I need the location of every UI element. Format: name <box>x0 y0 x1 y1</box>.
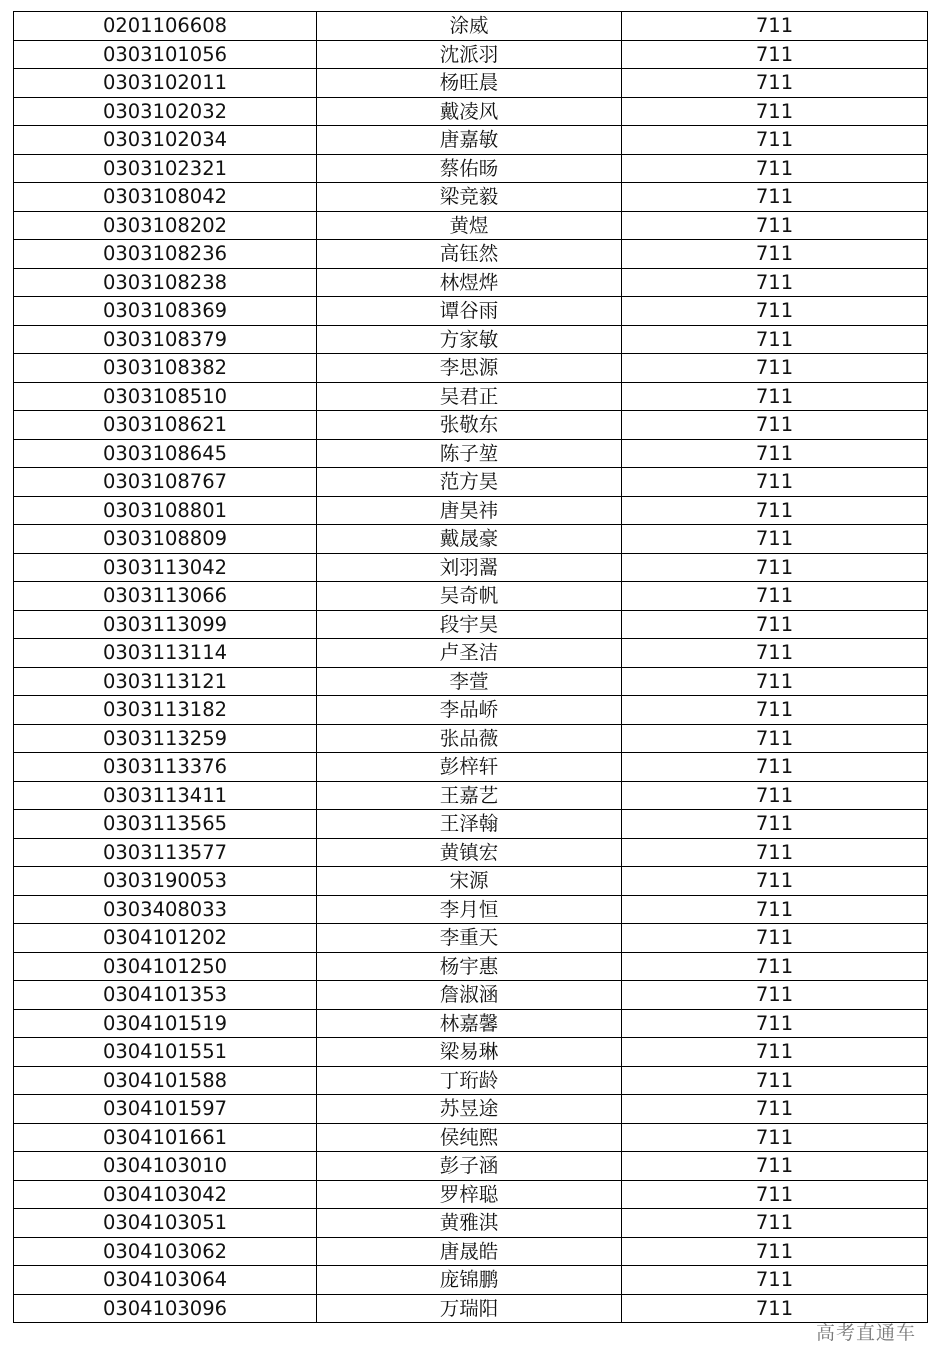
student-name-cell: 戴凌风 <box>317 97 622 126</box>
candidate-id-cell: 0303108621 <box>14 411 317 440</box>
student-name-cell: 张品薇 <box>317 724 622 753</box>
score-cell: 711 <box>622 468 928 497</box>
candidate-id-cell: 0303108801 <box>14 496 317 525</box>
candidate-id-cell: 0303108809 <box>14 525 317 554</box>
student-name-cell: 吴君正 <box>317 382 622 411</box>
score-cell: 711 <box>622 553 928 582</box>
score-cell: 711 <box>622 525 928 554</box>
score-cell: 711 <box>622 211 928 240</box>
table-row <box>14 781 928 810</box>
student-name-cell: 方家敏 <box>317 325 622 354</box>
score-cell: 711 <box>622 1266 928 1295</box>
score-cell: 711 <box>622 781 928 810</box>
table-row <box>14 297 928 326</box>
candidate-id-cell: 0303190053 <box>14 867 317 896</box>
table-row <box>14 525 928 554</box>
score-cell: 711 <box>622 183 928 212</box>
score-cell: 711 <box>622 1294 928 1323</box>
table-row <box>14 411 928 440</box>
candidate-id-cell: 0304101353 <box>14 981 317 1010</box>
score-cell: 711 <box>622 582 928 611</box>
table-row <box>14 354 928 383</box>
student-name-cell: 彭梓轩 <box>317 753 622 782</box>
student-name-cell: 梁易琳 <box>317 1038 622 1067</box>
candidate-id-cell: 0304103051 <box>14 1209 317 1238</box>
score-cell: 711 <box>622 867 928 896</box>
score-cell: 711 <box>622 297 928 326</box>
student-name-cell: 丁珩龄 <box>317 1066 622 1095</box>
candidate-id-cell: 0303113259 <box>14 724 317 753</box>
table-row <box>14 40 928 69</box>
student-name-cell: 黄镇宏 <box>317 838 622 867</box>
score-cell: 711 <box>622 1209 928 1238</box>
score-cell: 711 <box>622 496 928 525</box>
student-name-cell: 王泽翰 <box>317 810 622 839</box>
candidate-id-cell: 0303113114 <box>14 639 317 668</box>
table-row <box>14 325 928 354</box>
candidate-id-cell: 0303108379 <box>14 325 317 354</box>
candidate-id-cell: 0303108238 <box>14 268 317 297</box>
table-row <box>14 1266 928 1295</box>
candidate-id-cell: 0304101250 <box>14 952 317 981</box>
student-name-cell: 涂威 <box>317 12 622 41</box>
score-cell: 711 <box>622 1180 928 1209</box>
score-cell: 711 <box>622 1152 928 1181</box>
candidate-id-cell: 0304103042 <box>14 1180 317 1209</box>
student-name-cell: 苏昱途 <box>317 1095 622 1124</box>
table-row <box>14 1038 928 1067</box>
watermark-text: 高考直通车 <box>815 1322 916 1344</box>
student-name-cell: 宋源 <box>317 867 622 896</box>
candidate-id-cell: 0303408033 <box>14 895 317 924</box>
candidate-id-cell: 0303102321 <box>14 154 317 183</box>
score-cell: 711 <box>622 1038 928 1067</box>
student-name-cell: 唐嘉敏 <box>317 126 622 155</box>
table-row <box>14 981 928 1010</box>
candidate-id-cell: 0304101588 <box>14 1066 317 1095</box>
candidate-id-cell: 0304103064 <box>14 1266 317 1295</box>
student-name-cell: 李月恒 <box>317 895 622 924</box>
score-cell: 711 <box>622 325 928 354</box>
table-row <box>14 867 928 896</box>
candidate-id-cell: 0303108236 <box>14 240 317 269</box>
candidate-id-cell: 0303113411 <box>14 781 317 810</box>
student-name-cell: 陈子堃 <box>317 439 622 468</box>
score-cell: 711 <box>622 895 928 924</box>
score-cell: 711 <box>622 1066 928 1095</box>
student-name-cell: 林煜烨 <box>317 268 622 297</box>
table-row <box>14 1294 928 1323</box>
student-name-cell: 李萱 <box>317 667 622 696</box>
score-cell: 711 <box>622 639 928 668</box>
candidate-id-cell: 0303113066 <box>14 582 317 611</box>
score-cell: 711 <box>622 667 928 696</box>
score-table <box>13 11 928 1323</box>
score-cell: 711 <box>622 810 928 839</box>
table-row <box>14 12 928 41</box>
table-row <box>14 468 928 497</box>
candidate-id-cell: 0303108369 <box>14 297 317 326</box>
student-name-cell: 张敬东 <box>317 411 622 440</box>
student-name-cell: 王嘉艺 <box>317 781 622 810</box>
table-row <box>14 154 928 183</box>
table-row <box>14 439 928 468</box>
table-row <box>14 952 928 981</box>
score-cell: 711 <box>622 838 928 867</box>
student-name-cell: 吴奇帆 <box>317 582 622 611</box>
table-row <box>14 1209 928 1238</box>
student-name-cell: 刘羽翯 <box>317 553 622 582</box>
student-name-cell: 彭子涵 <box>317 1152 622 1181</box>
student-name-cell: 沈派羽 <box>317 40 622 69</box>
student-name-cell: 庞锦鹏 <box>317 1266 622 1295</box>
table-row <box>14 183 928 212</box>
score-cell: 711 <box>622 154 928 183</box>
candidate-id-cell: 0303108645 <box>14 439 317 468</box>
table-row <box>14 240 928 269</box>
score-cell: 711 <box>622 952 928 981</box>
candidate-id-cell: 0303113577 <box>14 838 317 867</box>
student-name-cell: 蔡佑旸 <box>317 154 622 183</box>
candidate-id-cell: 0303113042 <box>14 553 317 582</box>
table-row <box>14 1009 928 1038</box>
candidate-id-cell: 0304101597 <box>14 1095 317 1124</box>
score-cell: 711 <box>622 40 928 69</box>
student-name-cell: 詹淑涵 <box>317 981 622 1010</box>
score-cell: 711 <box>622 354 928 383</box>
table-row <box>14 97 928 126</box>
score-cell: 711 <box>622 268 928 297</box>
score-list-sheet <box>13 11 927 1323</box>
candidate-id-cell: 0303101056 <box>14 40 317 69</box>
student-name-cell: 梁竞毅 <box>317 183 622 212</box>
table-row <box>14 1066 928 1095</box>
table-row <box>14 1237 928 1266</box>
candidate-id-cell: 0303108510 <box>14 382 317 411</box>
student-name-cell: 李品峤 <box>317 696 622 725</box>
candidate-id-cell: 0303102032 <box>14 97 317 126</box>
score-cell: 711 <box>622 126 928 155</box>
table-row <box>14 553 928 582</box>
score-cell: 711 <box>622 1009 928 1038</box>
student-name-cell: 黄煜 <box>317 211 622 240</box>
student-name-cell: 唐晟皓 <box>317 1237 622 1266</box>
score-cell: 711 <box>622 382 928 411</box>
candidate-id-cell: 0303108042 <box>14 183 317 212</box>
table-row <box>14 696 928 725</box>
table-row <box>14 1180 928 1209</box>
table-row <box>14 610 928 639</box>
table-row <box>14 724 928 753</box>
table-row <box>14 211 928 240</box>
table-row <box>14 639 928 668</box>
student-name-cell: 范方昊 <box>317 468 622 497</box>
candidate-id-cell: 0303108382 <box>14 354 317 383</box>
candidate-id-cell: 0304103010 <box>14 1152 317 1181</box>
student-name-cell: 林嘉馨 <box>317 1009 622 1038</box>
student-name-cell: 杨宇惠 <box>317 952 622 981</box>
score-cell: 711 <box>622 240 928 269</box>
candidate-id-cell: 0303113182 <box>14 696 317 725</box>
student-name-cell: 杨旺晨 <box>317 69 622 98</box>
student-name-cell: 高钰然 <box>317 240 622 269</box>
table-row <box>14 1152 928 1181</box>
score-cell: 711 <box>622 696 928 725</box>
candidate-id-cell: 0303113565 <box>14 810 317 839</box>
candidate-id-cell: 0304103096 <box>14 1294 317 1323</box>
student-name-cell: 戴晟豪 <box>317 525 622 554</box>
candidate-id-cell: 0303102011 <box>14 69 317 98</box>
score-cell: 711 <box>622 981 928 1010</box>
candidate-id-cell: 0201106608 <box>14 12 317 41</box>
table-row <box>14 1095 928 1124</box>
candidate-id-cell: 0304101551 <box>14 1038 317 1067</box>
table-row <box>14 382 928 411</box>
score-cell: 711 <box>622 411 928 440</box>
student-name-cell: 卢圣洁 <box>317 639 622 668</box>
score-cell: 711 <box>622 924 928 953</box>
score-cell: 711 <box>622 439 928 468</box>
score-cell: 711 <box>622 610 928 639</box>
table-row <box>14 126 928 155</box>
table-row <box>14 753 928 782</box>
candidate-id-cell: 0304101661 <box>14 1123 317 1152</box>
table-row <box>14 810 928 839</box>
score-cell: 711 <box>622 724 928 753</box>
score-cell: 711 <box>622 1095 928 1124</box>
table-row <box>14 838 928 867</box>
candidate-id-cell: 0303108767 <box>14 468 317 497</box>
score-cell: 711 <box>622 1123 928 1152</box>
table-row <box>14 69 928 98</box>
table-row <box>14 1123 928 1152</box>
score-cell: 711 <box>622 753 928 782</box>
candidate-id-cell: 0303113099 <box>14 610 317 639</box>
candidate-id-cell: 0303108202 <box>14 211 317 240</box>
table-row <box>14 268 928 297</box>
table-row <box>14 496 928 525</box>
table-row <box>14 895 928 924</box>
score-cell: 711 <box>622 12 928 41</box>
candidate-id-cell: 0303113376 <box>14 753 317 782</box>
student-name-cell: 李重天 <box>317 924 622 953</box>
table-row <box>14 924 928 953</box>
student-name-cell: 万瑞阳 <box>317 1294 622 1323</box>
candidate-id-cell: 0303102034 <box>14 126 317 155</box>
candidate-id-cell: 0304101202 <box>14 924 317 953</box>
score-cell: 711 <box>622 97 928 126</box>
student-name-cell: 段宇昊 <box>317 610 622 639</box>
candidate-id-cell: 0303113121 <box>14 667 317 696</box>
score-cell: 711 <box>622 1237 928 1266</box>
candidate-id-cell: 0304101519 <box>14 1009 317 1038</box>
student-name-cell: 侯纯熙 <box>317 1123 622 1152</box>
student-name-cell: 谭谷雨 <box>317 297 622 326</box>
candidate-id-cell: 0304103062 <box>14 1237 317 1266</box>
score-table-body <box>14 12 928 1323</box>
student-name-cell: 李思源 <box>317 354 622 383</box>
student-name-cell: 唐昊祎 <box>317 496 622 525</box>
table-row <box>14 667 928 696</box>
student-name-cell: 黄雅淇 <box>317 1209 622 1238</box>
student-name-cell: 罗梓聪 <box>317 1180 622 1209</box>
score-cell: 711 <box>622 69 928 98</box>
table-row <box>14 582 928 611</box>
